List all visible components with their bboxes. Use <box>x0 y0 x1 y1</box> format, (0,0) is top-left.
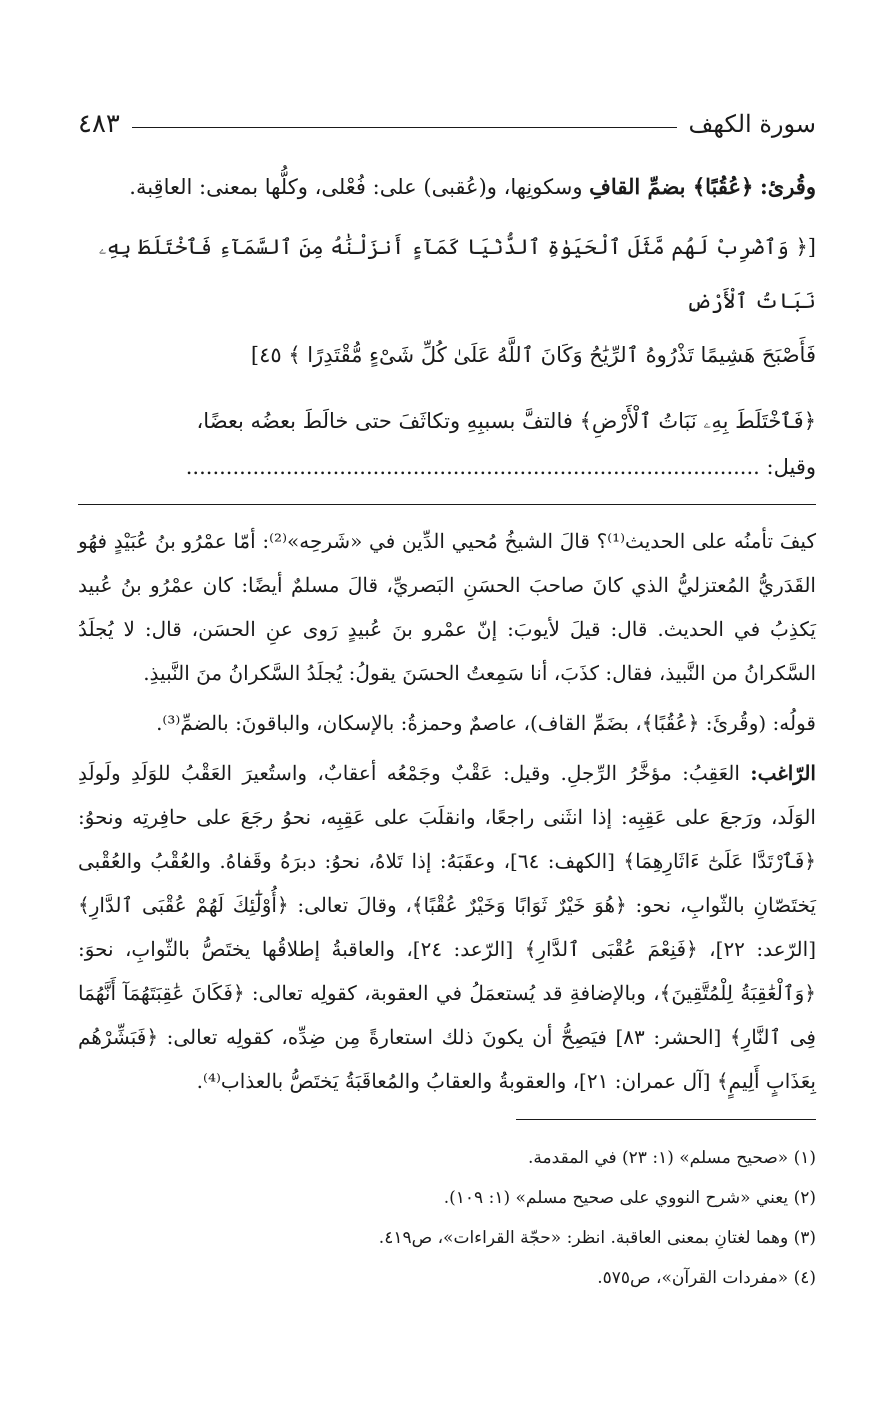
raghib-lead: الرّاغب: <box>750 761 816 785</box>
commentary-para-1: كيفَ تأمنُه على الحديث⁽¹⁾؟ قالَ الشيخُ مُحيي الدِّين في «شَرحِه»⁽²⁾: أمّا عمْرُو بنُ عُبَيْدٍ فهُو القَدَريُّ المُعتزليُّ الذي كانَ صاحبَ الحسَنِ البَصريِّ، قالَ مسلمٌ أيضًا: كان عمْرُو بنُ عُبيد يَكذِبُ في الحديث. قال: قيلَ لأيوبَ: إنّ عمْرو بنَ عُبيدٍ رَوى عنِ الحسَن، قال: لا يُجلَدُ السَّكرانُ من النَّبيذ، فقال: كذَبَ، أنا سَمِعتُ الحسَنَ يقولُ: يُجلَدُ السَّكرانُ منَ النَّبيذِ. <box>78 529 816 685</box>
header-rule <box>132 127 677 128</box>
commentary <box>78 519 816 1103</box>
commentary-para-2: قولُه: (وقُرئَ: ﴿عُقُبًا﴾، بضَمِّ القاف)، عاصمٌ وحمزةُ: بالإسكان، والباقونَ: بالضمِّ⁽³⁾. <box>156 711 816 735</box>
verse-line-2 <box>78 328 816 382</box>
verse-number: ٤٥] <box>250 343 282 367</box>
footnotes <box>78 1138 816 1298</box>
footnote-4: (٤) «مفردات القرآن»، ص٥٧٥. <box>597 1268 816 1288</box>
verse-line-1: [﴿ وَٱضْرِبْ لَهُم مَّثَلَ ٱلْحَيَوٰةِ ٱلدُّنْيَا كَمَآءٍ أَنزَلْنَٰهُ مِنَ ٱلسَّمَآءِ فَٱخْتَلَطَ بِهِۦ نَبَاتُ ٱلْأَرْضِ <box>98 235 816 313</box>
page-number: ٤٨٣ <box>78 109 120 139</box>
qiraa-lead: وقُرئ: <box>760 174 816 199</box>
section-divider <box>78 504 816 505</box>
page-header <box>78 100 816 148</box>
footnote-rule <box>516 1119 816 1120</box>
tafsir-line: ﴿فَٱخْتَلَطَ بِهِۦ نَبَاتُ ٱلْأَرْضِ﴾ فالتفَّ بسببِهِ وتكاثَفَ حتى خالَطَ بعضُه بعضًا، <box>196 409 816 433</box>
commentary-para-3 <box>78 751 816 1103</box>
qiraa-word: ﴿عُقُبًا﴾ بضمِّ القافِ <box>589 174 754 199</box>
footnote-3: (٣) وهما لغتانِ بمعنى العاقبة. انظر: «حجّة القراءات»، ص٤١٩. <box>378 1228 816 1248</box>
footnote-2: (٢) يعني «شرح النووي على صحيح مسلم» (١: ١٠٩). <box>443 1188 816 1208</box>
verse-block <box>78 220 816 382</box>
tafsir-continuation: وقيل: ...................................................................................... <box>185 455 816 479</box>
surah-title: سورة الكهف <box>688 110 816 138</box>
verse-line-2-text: فَأَصْبَحَ هَشِيمًا تَذْرُوهُ ٱلرِّيَٰحُ وَكَانَ ٱللَّهُ عَلَىٰ كُلِّ شَىْءٍ مُّقْتَدِرًا ﴾ <box>288 343 816 367</box>
tafsir-block <box>78 398 816 490</box>
book-page <box>78 100 816 1298</box>
main-text <box>78 164 816 210</box>
raghib-text: العَقِبُ: مؤخَّرُ الرِّجلِ. وقيل: عَقْبٌ وجَمْعُه أعقابٌ، واستُعيرَ العَقْبُ للوَلَدِ ولَولَدِ الوَلَد، ورَجعَ على عَقِبِه: إذا انثَنى راجعًا، وانقلَبَ على عَقِبِه، نحوُ رجَعَ على حافِرتِه ونحوُ: ﴿فَٱرْتَدَّا عَلَىٰٓ ءَاثَارِهِمَا﴾ [الكهف: ٦٤]، وعقَبَهُ: إذا تَلاهُ، نحوُ: دبرَهُ وقَفاهُ. والعُقْبُ والعُقْبى يَختَصّانِ بالثّوابِ، نحو: ﴿هُوَ خَيْرٌ ثَوَابًا وَخَيْرٌ عُقْبًا﴾، وقالَ تعالى: ﴿أُوْلَٰٓئِكَ لَهُمْ عُقْبَى ٱلدَّارِ﴾ [الرّعد: ٢٢]، ﴿فَنِعْمَ عُقْبَى ٱلدَّارِ﴾ [الرّعد: ٢٤]، والعاقبةُ إطلاقُها يختَصُّ بالثّوابِ، نحوَ: ﴿وَٱلْعَٰقِبَةُ لِلْمُتَّقِينَ﴾، وبالإضافةِ قد يُستعمَلُ في العقوبة، كقولِه تعالى: ﴿فَكَانَ عَٰقِبَتَهُمَآ أَنَّهُمَا فِى ٱلنَّارِ﴾ [الحشر: ٨٣] فيَصِحُّ أن يكونَ ذلك استعارةً مِن ضِدِّه، كقولِه تعالى: ﴿فَبَشِّرْهُم بِعَذَابٍ أَلِيمٍ﴾ [آل عمران: ٢١]، والعقوبةُ والعقابُ والمُعاقَبَةُ يَختَصُّ بالعذاب⁽⁴⁾. <box>78 761 817 1093</box>
footnote-1: (١) «صحيح مسلم» (١: ٢٣) في المقدمة. <box>528 1148 816 1168</box>
qiraa-line <box>78 164 816 210</box>
qiraa-rest: وسكونِها، و(عُقبى) على: فُعْلى، وكلُّها بمعنى: العاقِبة. <box>129 175 583 199</box>
